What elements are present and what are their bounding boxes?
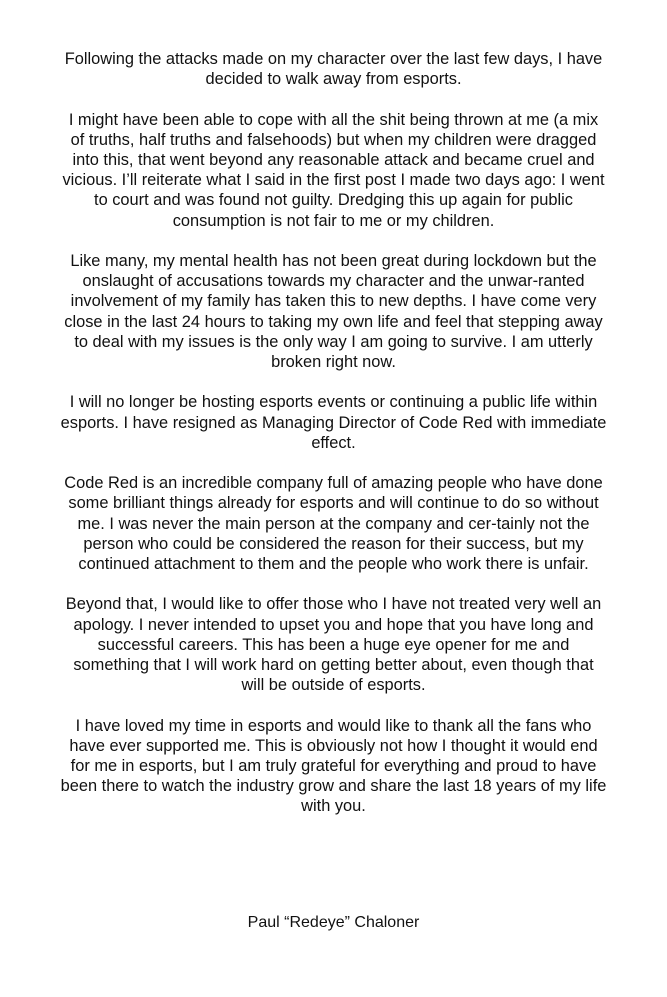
paragraph-mental-health: Like many, my mental health has not been great during lockdown but the onslaught of accusations towards my character and the unwar-ranted involvement of my family has taken this to new depths. I have come very close in the last 24 hours to taking my own life and feel that stepping away to deal with my issues is the only way I am going to survive. I am utterly broken right now. [64, 252, 603, 372]
paragraph-apology: Beyond that, I would like to offer those who I have not treated very well an apology. I never intended to upset you and hope that you have long and successful careers. This has been a huge eye opener for me and something that I will work hard on getting better about, even though that will be outside of esports. [65, 595, 602, 695]
statement-body [60, 49, 607, 837]
signature: Paul “Redeye” Chaloner [247, 914, 420, 931]
paragraph-resignation: I will no longer be hosting esports events or continuing a public life within esports. I have resigned as Managing Director of Code Red with immediate effect. [60, 393, 607, 452]
paragraph-children: I might have been able to cope with all the shit being thrown at me (a mix of truths, half truths and falsehoods) but when my children were dragged into this, that went beyond any reasonable attack and became cruel and vicious. I’ll reiterate what I said in the first post I made two days ago: I went to court and was found not guilty. Dredging this up again for public consumption is not fair to me or my children. [62, 110, 605, 230]
paragraph-announcement: Following the attacks made on my character over the last few days, I have decided to walk away from esports. [64, 50, 603, 89]
paragraph-code-red: Code Red is an incredible company full of amazing people who have done some brilliant things already for esports and will continue to do so without me. I was never the main person at the company and cer-tainly not the person who could be considered the reason for their success, but my continued attachment to them and the people who work there is unfair. [64, 474, 603, 574]
paragraph-farewell: I have loved my time in esports and would like to thank all the fans who have ever supported me. This is obviously not how I thought it would end for me in esports, but I am truly grateful for everything and proud to have been there to watch the industry grow and share the last 18 years of my life with you. [60, 716, 607, 816]
